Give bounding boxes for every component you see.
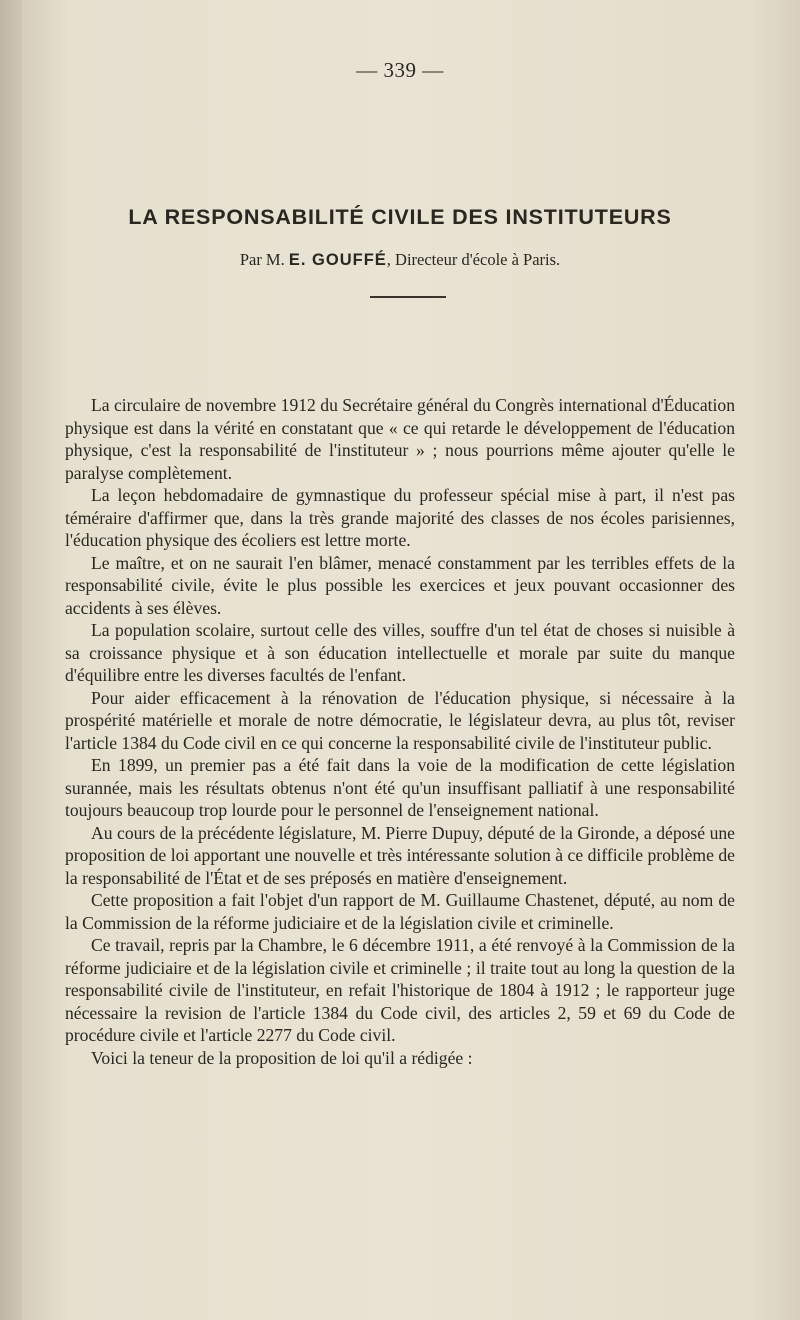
page-number: — 339 — (356, 58, 444, 82)
byline-author: E. GOUFFÉ (288, 251, 387, 269)
paragraph: La leçon hebdomadaire de gymnastique du professeur spécial mise à part, il n'est pas téméraire d'affirmer que, dans la très grande majorité des classes de nos écoles parisiennes, l'éducation physique des écoliers est lettre morte. (65, 485, 735, 550)
paragraph: La circulaire de novembre 1912 du Secrétaire général du Congrès international d'Éducation physique est dans la vérité en constatant que « ce qui retarde le développement de l'éducation physique, c'est la responsabilité de l'instituteur » ; nous pourrions même ajouter qu'elle le paralyse complètement. (65, 395, 735, 483)
paragraph: La population scolaire, surtout celle des villes, souffre d'un tel état de choses si nuisible à sa croissance physique et à son éducation intellectuelle et morale par suite du manque d'équilibre entre les diverses facultés de l'enfant. (65, 620, 735, 685)
title-divider (370, 296, 446, 298)
paragraph: Ce travail, repris par la Chambre, le 6 décembre 1911, a été renvoyé à la Commission de la réforme judiciaire et de la législation civile et criminelle ; il traite tout au long la question de la responsabilité civile de l'instituteur, en refait l'historique de 1804 à 1912 ; le rapporteur juge nécessaire la revision de l'article 1384 du Code civil, des articles 2, 59 et 69 du Code de procédure civile et l'article 2277 du Code civil. (65, 935, 735, 1045)
paragraph: En 1899, un premier pas a été fait dans la voie de la modification de cette législation surannée, mais les résultats obtenus n'ont été qu'un insuffisant palliatif à une responsabilité toujours beaucoup trop lourde pour le personnel de l'enseignement national. (65, 755, 735, 820)
article-title: LA RESPONSABILITÉ CIVILE DES INSTITUTEURS (128, 205, 672, 229)
paragraph: Pour aider efficacement à la rénovation de l'éducation physique, si nécessaire à la prospérité matérielle et morale de notre démocratie, le législateur devra, au plus tôt, reviser l'article 1384 du Code civil en ce qui concerne la responsabilité civile de l'instituteur public. (65, 687, 735, 753)
paragraph: Au cours de la précédente législature, M. Pierre Dupuy, député de la Gironde, a déposé une proposition de loi apportant une nouvelle et très intéressante solution à ce difficile problème de la responsabilité de l'État et de ses préposés en matière d'enseignement. (65, 822, 735, 888)
paragraph: Cette proposition a fait l'objet d'un rapport de M. Guillaume Chastenet, député, au nom de la Commission de la réforme judiciaire et de la législation civile et criminelle. (65, 890, 735, 933)
paragraph: Le maître, et on ne saurait l'en blâmer, menacé constamment par les terribles effets de la responsabilité civile, évite le plus possible les exercices et jeux pouvant occasionner des accidents à ses élèves. (65, 552, 735, 618)
page-edge-shadow (0, 0, 22, 1320)
byline (0, 250, 800, 270)
paragraph: Voici la teneur de la proposition de loi qu'il a rédigée : (91, 1047, 473, 1068)
article-body (65, 394, 735, 1069)
byline-prefix: Par M. (239, 250, 285, 269)
byline-suffix: , Directeur d'école à Paris. (386, 250, 561, 269)
